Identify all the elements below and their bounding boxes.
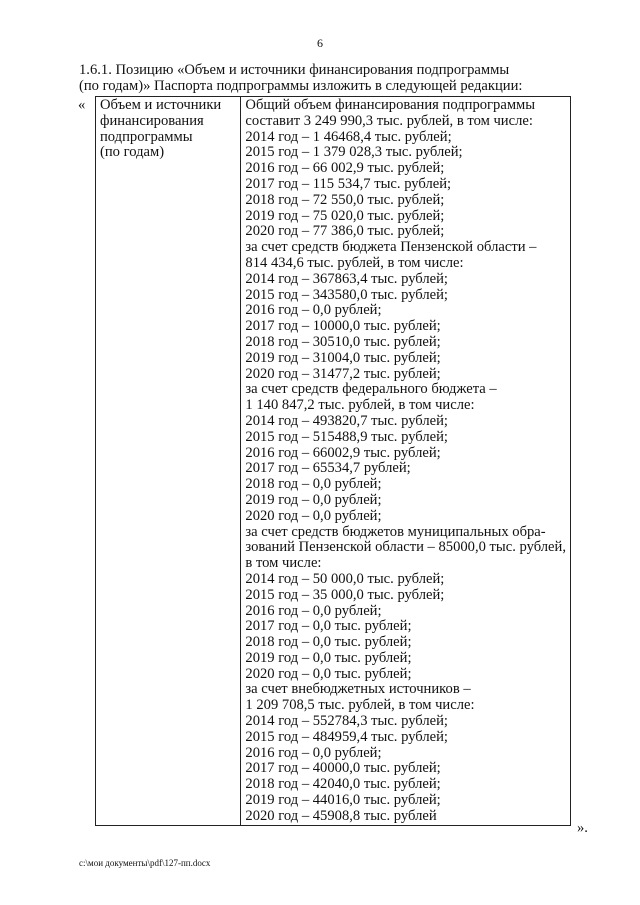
financing-line: 2018 год – 30510,0 тыс. рублей; (245, 333, 441, 350)
position-name-line: подпрограммы (100, 128, 193, 145)
financing-line: 2015 год – 515488,9 тыс. рублей; (245, 428, 448, 445)
financing-line: 2017 год – 0,0 тыс. рублей; (245, 618, 412, 635)
financing-line: 2016 год – 66002,9 тыс. рублей; (245, 444, 441, 461)
table-row (96, 97, 571, 826)
financing-line: за счет средств бюджетов муниципальных обра- (245, 523, 546, 540)
opening-quote: « (78, 97, 86, 113)
financing-line: 2020 год – 31477,2 тыс. рублей; (245, 365, 441, 382)
financing-line: 2018 год – 0,0 рублей; (245, 476, 382, 493)
financing-line: Общий объем финансирования подпрограммы (245, 97, 536, 113)
intro-line-2: (по годам)» Паспорта подпрограммы изложить в следующей редакции: (79, 78, 523, 94)
financing-line: 2018 год – 42040,0 тыс. рублей; (245, 776, 441, 793)
financing-line: 2019 год – 31004,0 тыс. рублей; (245, 349, 441, 366)
financing-line: 2017 год – 115 534,7 тыс. рублей; (245, 175, 452, 192)
financing-line: 2014 год – 493820,7 тыс. рублей; (245, 412, 448, 429)
financing-line: за счет средств федерального бюджета – (245, 381, 497, 398)
financing-line: 2015 год – 1 379 028,3 тыс. рублей; (245, 144, 463, 161)
position-name-line: финансирования (100, 112, 204, 129)
financing-line: 814 434,6 тыс. рублей, в том числе: (245, 254, 464, 271)
financing-line: в том числе: (245, 555, 322, 572)
financing-line: 2017 год – 65534,7 рублей; (245, 460, 411, 477)
financing-line: 2017 год – 40000,0 тыс. рублей; (245, 760, 441, 777)
financing-line: 2019 год – 75 020,0 тыс. рублей; (245, 207, 445, 224)
position-name-line: (по годам) (100, 144, 165, 161)
financing-line: 2015 год – 343580,0 тыс. рублей; (245, 286, 448, 303)
financing-line: 2016 год – 0,0 рублей; (245, 302, 382, 319)
intro-paragraph (79, 62, 599, 94)
passport-table (95, 96, 571, 826)
financing-line: за счет средств бюджета Пензенской области – (245, 239, 537, 256)
financing-line: 2018 год – 72 550,0 тыс. рублей; (245, 191, 445, 208)
financing-line: 2014 год – 1 46468,4 тыс. рублей; (245, 128, 452, 145)
financing-line: 2016 год – 66 002,9 тыс. рублей; (245, 160, 445, 177)
closing-quote: ». (577, 820, 588, 836)
financing-line: зований Пензенской области – 85000,0 тыс. рублей, (245, 539, 566, 556)
financing-line: составит 3 249 990,3 тыс. рублей, в том числе: (245, 112, 533, 129)
financing-line: 1 140 847,2 тыс. рублей, в том числе: (245, 397, 475, 414)
financing-line: 2014 год – 50 000,0 тыс. рублей; (245, 570, 445, 587)
financing-line: 2014 год – 552784,3 тыс. рублей; (245, 713, 448, 730)
financing-line: за счет внебюджетных источников – (245, 681, 471, 698)
financing-line: 2015 год – 484959,4 тыс. рублей; (245, 728, 448, 745)
financing-line: 2015 год – 35 000,0 тыс. рублей; (245, 586, 445, 603)
financing-line: 2020 год – 77 386,0 тыс. рублей; (245, 223, 445, 240)
financing-line: 2019 год – 0,0 тыс. рублей; (245, 649, 412, 666)
financing-details-cell (241, 97, 571, 826)
financing-line: 2016 год – 0,0 рублей; (245, 744, 382, 761)
financing-line: 2020 год – 45908,8 тыс. рублей (245, 807, 437, 824)
intro-line-1: 1.6.1. Позицию «Объем и источники финансирования подпрограммы (79, 62, 510, 78)
page-number: 6 (317, 36, 323, 50)
financing-line: 2014 год – 367863,4 тыс. рублей; (245, 270, 448, 287)
file-path-footer: c:\мои документы\pdf\127-пп.docx (79, 858, 211, 868)
financing-line: 1 209 708,5 тыс. рублей, в том числе: (245, 697, 475, 714)
financing-line: 2020 год – 0,0 рублей; (245, 507, 382, 524)
financing-line: 2019 год – 44016,0 тыс. рублей; (245, 792, 441, 809)
financing-line: 2018 год – 0,0 тыс. рублей; (245, 634, 412, 651)
financing-line: 2017 год – 10000,0 тыс. рублей; (245, 318, 441, 335)
position-name-cell (96, 97, 241, 826)
financing-line: 2016 год – 0,0 рублей; (245, 602, 382, 619)
financing-line: 2020 год – 0,0 тыс. рублей; (245, 665, 412, 682)
financing-line: 2019 год – 0,0 рублей; (245, 491, 382, 508)
position-name-line: Объем и источники (100, 97, 222, 113)
